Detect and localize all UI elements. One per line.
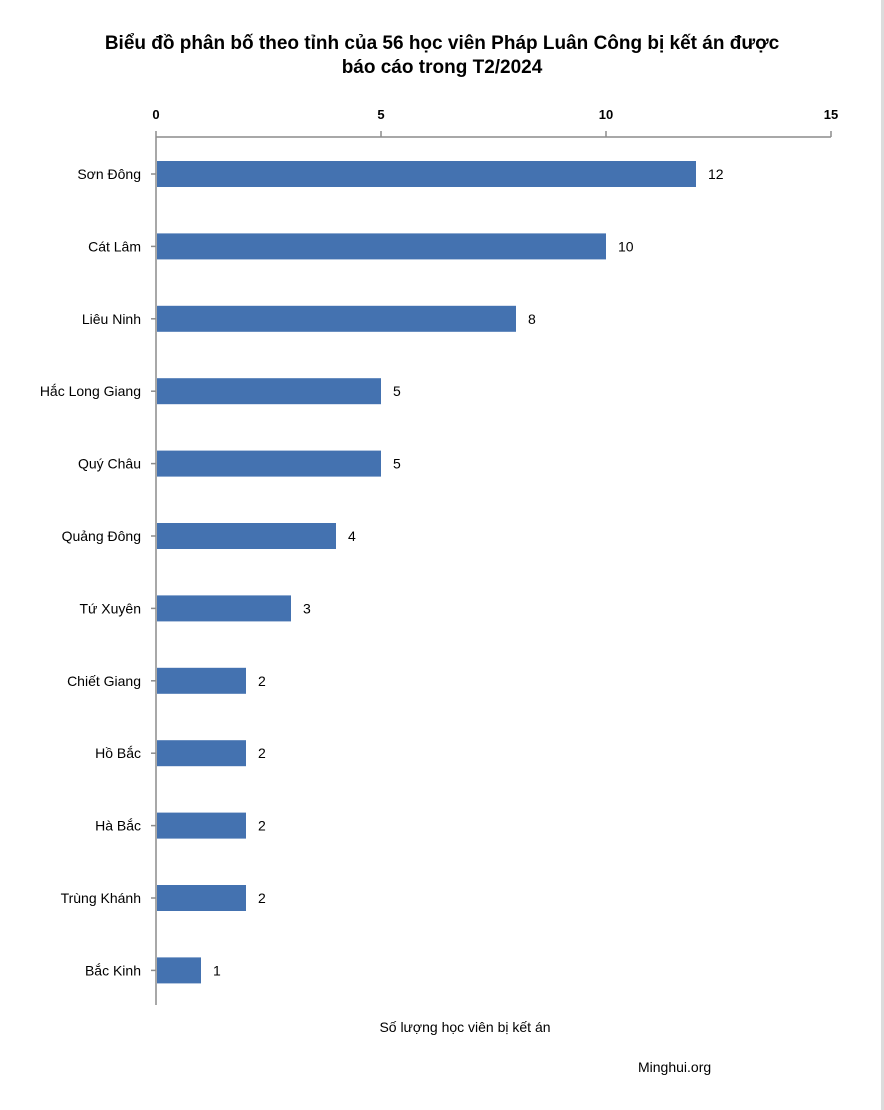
bar [157,813,246,839]
x-tick-label: 15 [823,107,839,122]
category-label: Bắc Kinh [84,962,141,979]
value-label: 2 [258,745,266,762]
bar [157,885,246,911]
category-label: Liêu Ninh [81,310,141,327]
axes-layer [151,131,831,1005]
value-label: 5 [393,455,401,472]
category-label: Trùng Khánh [60,890,141,906]
category-label: Quý Châu [77,455,141,472]
value-label: 1 [213,962,221,979]
x-axis-title: Số lượng học viên bị kết án [379,1019,551,1035]
bars-layer [157,161,696,983]
bar [157,595,291,621]
category-label: Hắc Long Giang [39,383,141,400]
category-label: Hà Bắc [95,817,141,834]
source-credit: Minghui.org [638,1059,712,1075]
chart-title-line-2: báo cáo trong T2/2024 [341,57,543,78]
bar [157,233,606,259]
value-label: 5 [393,383,401,400]
category-label: Hồ Bắc [95,745,141,762]
value-label: 3 [303,600,311,617]
value-label: 10 [618,238,634,255]
value-label: 2 [258,890,266,906]
bar [157,306,516,332]
chart-title-line-1: Biểu đồ phân bố theo tỉnh của 56 học viên Pháp Luân Công bị kết án được [104,33,780,54]
bar [157,668,246,694]
x-tick-label: 10 [598,107,614,122]
value-label: 2 [258,817,266,834]
value-label: 8 [528,310,536,327]
value-label: 12 [708,166,724,182]
x-tick-label: 5 [377,107,385,122]
category-label: Sơn Đông [77,166,141,182]
bar [157,740,246,766]
value-label: 4 [348,528,356,544]
bar [157,451,381,477]
value-label: 2 [258,672,266,689]
category-label: Cát Lâm [88,238,141,255]
bar [157,523,336,549]
x-tick-label: 0 [152,107,160,122]
category-label: Quảng Đông [61,528,141,544]
bar [157,957,201,983]
bar [157,161,696,187]
category-label: Chiết Giang [67,672,141,689]
category-label: Tứ Xuyên [79,600,141,617]
bar [157,378,381,404]
